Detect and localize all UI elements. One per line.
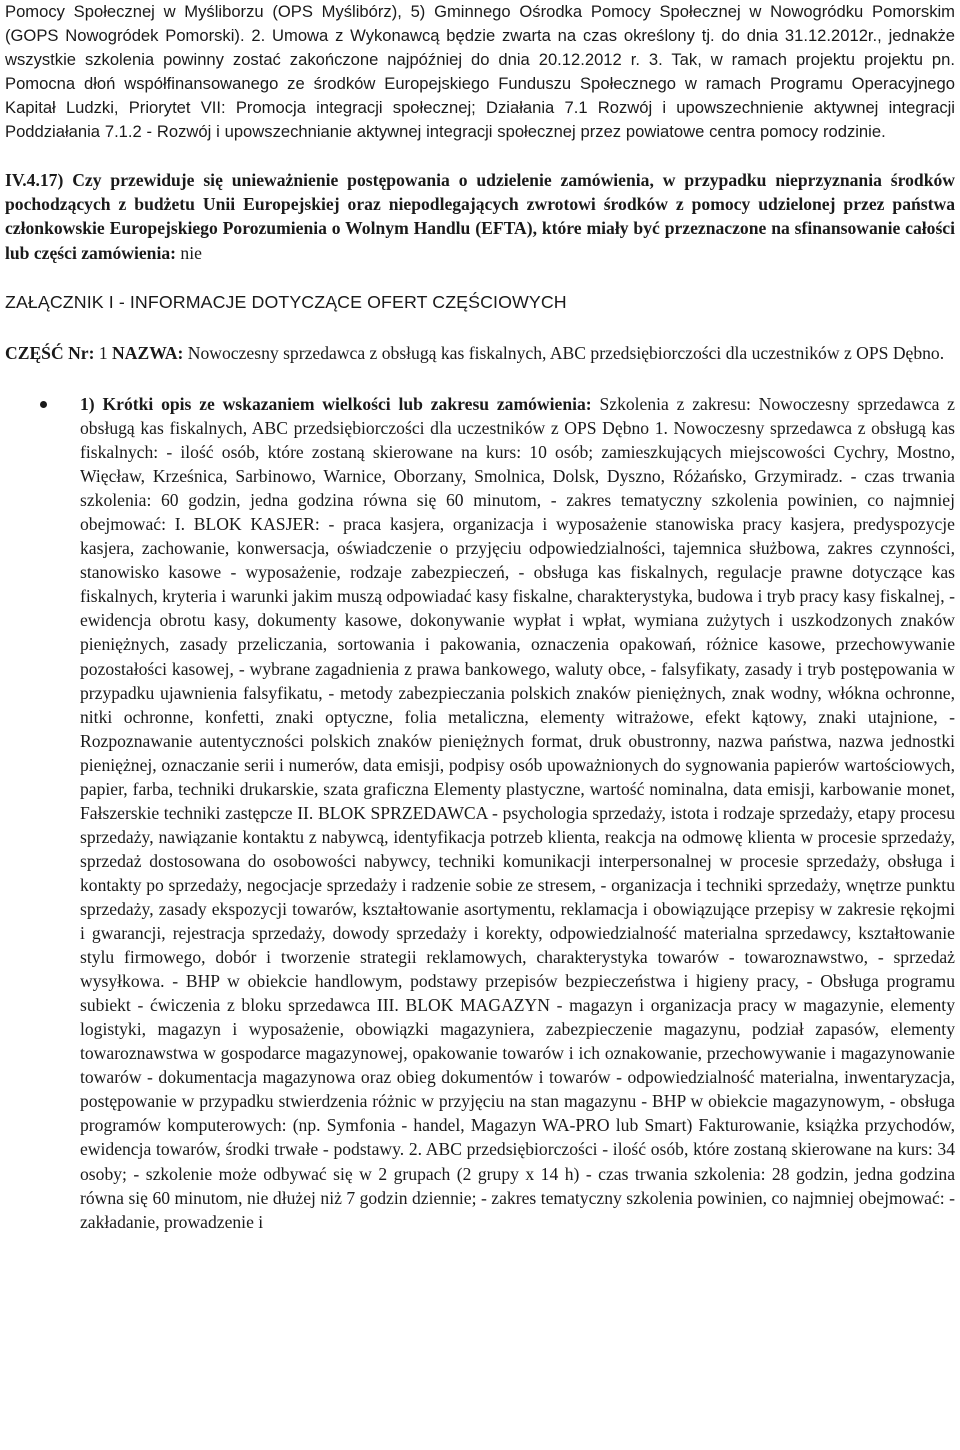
part-number: 1 [94,342,113,363]
part-info [5,341,955,365]
bullet-list [5,392,955,1234]
attachment-title: ZAŁĄCZNIK I - INFORMACJE DOTYCZĄCE OFERT CZĘŚCIOWYCH [5,291,567,312]
document-page [5,0,955,1234]
bullet-text: Szkolenia z zakresu: Nowoczesny sprzedawca z obsługą kas fiskalnych, ABC przedsiębiorczości dla uczestników z OPS Dębno 1. Nowoczesny sprzedawca z obsługą kas fiskalnych: - ilość osób, które zostaną skierowane na kurs: 10 osób; zamieszkujących miejscowości Cychry, Mostno, Więcław, Krześnica, Sarbinowo, Warnice, Oborzany, Smolnica, Dolsk, Dyszno, Różańsko, Grzymiradz. - czas trwania szkolenia: 60 godzin, jedna godzina równa się 60 minutom, - zakres tematyczny szkolenia powinien, co najmniej obejmować: I. BLOK KASJER: - praca kasjera, organizacja i wyposażenie stanowiska pracy kasjera, predyspozycje kasjera, zachowanie, konwersacja, oświadczenie o przyjęciu odpowiedzialności, tajemnica służbowa, zakres czynności, stanowisko kasowe - wyposażenie, rodzaje zabezpieczeń, - obsługa kas fiskalnych, regulacje prawne dotyczące kas fiskalnych, kryteria i warunki jakim muszą odpowiadać kasy fiskalne, charakterystyka, budowa i tryb pracy kasy fiskalnej, - ewidencja obrotu kasy, dokumenty kasowe, dokonywanie wypłat i wpłat, wymiana zużytych i uszkodzonych znaków pieniężnych, zasady przeliczania, sortowania i pakowania, oznaczenia opakowań, różnice kasowe, przechowywanie pozostałości kasowej, - wybrane zagadnienia z prawa bankowego, waluty obce, - falsyfikaty, zasady i tryb postępowania w przypadku ujawnienia falsyfikatu, - metody zabezpieczania polskich znaków pieniężnych, znak wodny, włókna ochronne, nitki ochronne, konfetti, znaki optyczne, folia metaliczna, elementy witrażowe, efekt kątowy, znaki utajnione, - Rozpoznawanie autentyczności polskich znaków pieniężnych format, druk obustronny, nazwa państwa, nazwa jednostki pieniężnej, oznaczanie serii i numerów, data emisji, podpisy osób upoważnionych do sygnowania papierów wartościowych, papier, farba, techniki drukarskie, szata graficzna Elementy plastyczne, wartość nominalna, data emisji, karbowanie monet, Fałszerskie techniki zastępcze II. BLOK SPRZEDAWCA - psychologia sprzedaży, istota i rodzaje sprzedaży, etapy procesu sprzedaży, nawiązanie kontaktu z nabywcą, identyfikacja potrzeb klienta, reakcja na odmowę klienta w procesie sprzedaży, sprzedaż dostosowana do osobowości nabywcy, techniki komunikacji interpersonalnej w procesie sprzedaży, obsługa i kontakty po sprzedaży, negocjacje sprzedaży i radzenie sobie ze stresem, - organizacja i techniki sprzedaży, wnętrze punktu sprzedaży, zasady ekspozycji towarów, kształtowanie asortymentu, reklamacja i obowiązujące przepisy w zakresie rękojmi i gwarancji, rejestracja sprzedaży, dowody sprzedaży i korekty, odpowiedzialność materialna sprzedawcy, kształtowanie stylu firmowego, dobór i tworzenie strategii reklamowych, charakterystyka towarów - towaroznawstwo, - sprzedaż wysyłkowa. - BHP w obiekcie handlowym, podstawy przepisów bezpieczeństwa i higieny pracy, - Obsługa programu subiekt - ćwiczenia z bloku sprzedawca III. BLOK MAGAZYN - magazyn i organizacja pracy w magazynie, elementy logistyki, magazyn i wyposażenie, obowiązki magazyniera, zabezpieczenie magazynu, podział zapasów, elementy towaroznawstwa w gospodarce magazynowej, opakowanie towarów i ich oznakowanie, przechowywanie i magazynowanie towarów - dokumentacja magazynowa oraz obieg dokumentów i towarów - odpowiedzialność materialna, inwentaryzacja, postępowanie w przypadku stwierdzenia różnic w przyjęciu na stan magazynu - BHP w obiekcie magazynowym, - obsługa programów komputerowych: (np. Symfonia - handel, Magazyn WA-PRO lub Smart) Fakturowanie, książka przychodów, ewidencja towarów, środki trwałe - podstawy. 2. ABC przedsiębiorczości - ilość osób, które zostaną skierowane na kurs: 34 osoby; - szkolenie może odbywać się w 2 grupach (2 grupy x 14 h) - czas trwania szkolenia: 28 godzin, jedna godzina równa się 60 minutom, nie dłużej niż 7 godzin dziennie; - zakres tematyczny szkolenia powinien, co najmniej obejmować: - zakładanie, prowadzenie i [80,394,955,1232]
part-label: CZĘŚĆ Nr: [5,342,95,363]
bullet-label: 1) Krótki opis ze wskazaniem wielkości lub zakresu zamówienia: [80,394,592,415]
bullet-icon [40,401,47,408]
list-item [5,392,955,1234]
part-name-label: NAZWA: [112,342,184,363]
section-iv-4-17 [5,168,955,265]
part-name-value: Nowoczesny sprzedawca z obsługą kas fiskalnych, ABC przedsiębiorczości dla uczestników z OPS Dębno. [183,342,945,363]
section-question: IV.4.17) Czy przewiduje się unieważnienie postępowania o udzielenie zamówienia, w przypadku nieprzyznania środków pochodzących z budżetu Unii Europejskiej oraz niepodlegających zwrotowi środków z pomocy udzielonej przez państwa członkowskie Europejskiego Porozumienia o Wolnym Handlu (EFTA), które miały być przeznaczone na sfinansowanie całości lub części zamówienia: [5,170,955,263]
section-answer: nie [176,242,202,263]
intro-paragraph: Pomocy Społecznej w Myśliborzu (OPS Myślibórz), 5) Gminnego Ośrodka Pomocy Społecznej w Nowogródku Pomorskim (GOPS Nowogródek Pomorski). 2. Umowa z Wykonawcą będzie zwarta na czas określony tj. do dnia 31.12.2012r., jednakże wszystkie szkolenia powinny zostać zakończone najpóźniej do dnia 20.12.2012 r. 3. Tak, w ramach projektu projektu pn. Pomocna dłoń współfinansowanego ze środków Europejskiego Funduszu Społecznego w ramach Programu Operacyjnego Kapitał Ludzki, Priorytet VII: Promocja integracji społecznej; Działania 7.1 Rozwój i upowszechnienie aktywnej integracji Poddziałania 7.1.2 - Rozwój i upowszechnianie aktywnej integracji społecznej przez powiatowe centra pomocy rodzinie. [5,2,955,141]
